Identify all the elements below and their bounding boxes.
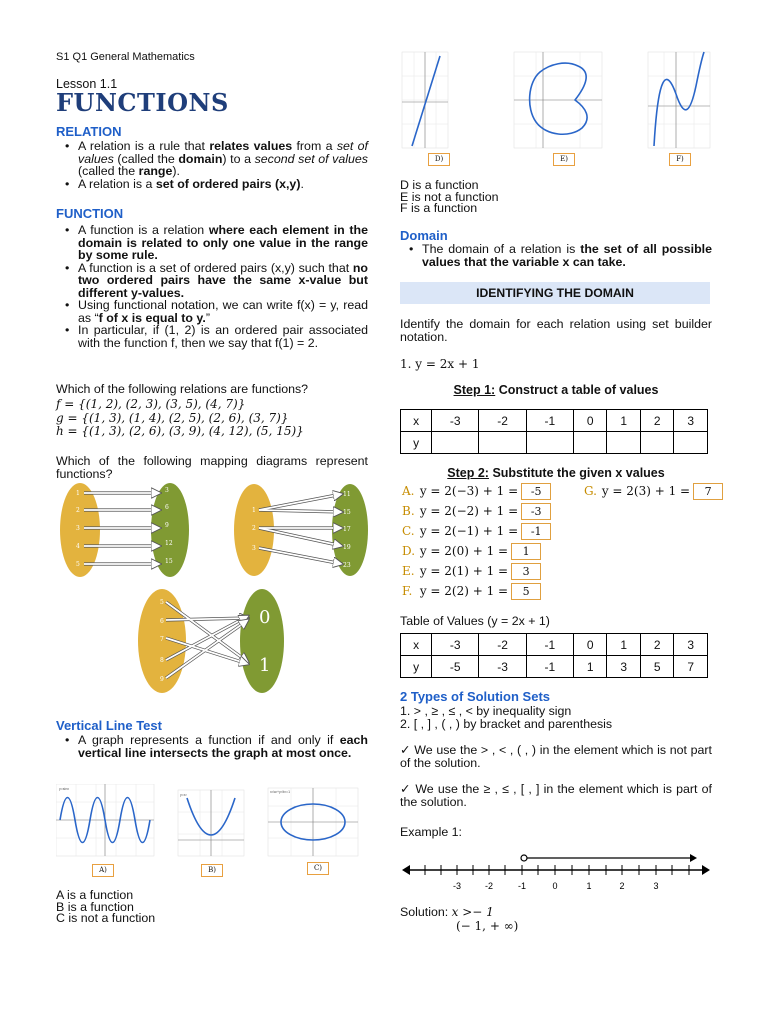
relation-bullet-2: • A relation is a set of ordered pairs (x,y). (78, 178, 368, 191)
example-1-label: Example 1: (400, 825, 462, 839)
table2-cell: 5 (640, 656, 674, 678)
table1-cell[interactable] (526, 432, 573, 454)
set-g: g = {(1, 3), (1, 4), (2, 5), (2, 6), (3, 7)} (56, 410, 289, 425)
domain-bullets (400, 243, 712, 268)
answer-c: C is not a function (56, 911, 156, 925)
table1-cell: -2 (479, 410, 526, 432)
map2-left-2: 3 (252, 545, 256, 552)
table-of-values-empty (400, 409, 708, 454)
step-2: Step 2: Substitute the given x values (447, 466, 665, 480)
relation-bullet-1: • A relation is a rule that relates values from a set of values (called the domain) to a second set of values (called the range). (78, 140, 368, 178)
relation-heading: RELATION (56, 124, 122, 139)
map2-right-3: 19 (343, 544, 351, 551)
map1-right-4: 15 (165, 558, 173, 565)
table2-cell: x (401, 634, 432, 656)
graph-label-c: C) (307, 862, 329, 875)
graph-c-caption: x²/a²+y²/b²=1 (270, 790, 291, 794)
vlt-bullet-1: • A graph represents a function if and only if each vertical line intersects the graph at most once. (78, 734, 368, 759)
table1-cell: 3 (674, 410, 708, 432)
lesson-number: Lesson 1.1 (56, 77, 118, 91)
solution-interval: (− 1, + ∞) (456, 919, 519, 933)
function-bullet-1: • A function is a relation where each element in the domain is related to only one value in the range by some rule. (78, 224, 368, 262)
map1-right-3: 12 (165, 540, 173, 547)
answer-f: F is a function (400, 201, 478, 215)
map1-right-1: 6 (165, 504, 169, 511)
answer-b: B is a function (56, 899, 134, 914)
map1-left-0: 1 (76, 490, 80, 497)
table1-cell[interactable] (674, 432, 708, 454)
doc-header: S1 Q1 General Mathematics (56, 51, 195, 63)
solution-sets-heading: 2 Types of Solution Sets (400, 689, 551, 704)
tick-label: 3 (653, 881, 659, 891)
table1-cell[interactable] (479, 432, 526, 454)
function-bullets (56, 224, 368, 349)
set-f: f = {(1, 2), (2, 3), (3, 5), (4, 7)} (56, 397, 246, 411)
tick-label: 0 (552, 881, 558, 891)
table1-x-row (401, 410, 708, 432)
graph-b-parabola (178, 790, 244, 856)
sub-d: D. y = 2(0) + 1 = 1 (402, 541, 551, 561)
table1-cell: x (401, 410, 432, 432)
map1-left-4: 5 (76, 561, 80, 568)
sub-f: F. y = 2(2) + 1 = 5 (402, 581, 551, 601)
map3-right-0: 0 (259, 607, 271, 628)
table2-cell: 7 (674, 656, 708, 678)
answers-def (400, 180, 499, 215)
domain-heading: Domain (400, 228, 448, 243)
map2-right-2: 17 (343, 526, 351, 533)
answer-d: D is a function (400, 178, 479, 192)
relation-sets (56, 398, 304, 439)
tick-label: -3 (452, 881, 462, 891)
answer-a: A is a function (56, 888, 134, 902)
number-line (400, 850, 712, 896)
sub-a: A. y = 2(−3) + 1 = -5 (402, 481, 551, 501)
table2-cell: -1 (526, 634, 573, 656)
table1-cell: -3 (432, 410, 479, 432)
map3-left-0: 5 (160, 599, 164, 606)
solution-note-2: ✓ We use the ≥ , ≤ , [ , ] in the element which is part of the solution. (400, 782, 712, 809)
solution-inequality: x >− 1 (451, 905, 494, 919)
function-bullet-3: • Using functional notation, we can write f(x) = y, read as “f of x is equal to y.” (78, 299, 368, 324)
table2-cell: 3 (674, 634, 708, 656)
table1-cell[interactable] (432, 432, 479, 454)
sub-b: B. y = 2(−2) + 1 = -3 (402, 501, 551, 521)
map3-left-3: 8 (160, 657, 164, 664)
solution-note-1: ✓ We use the > , < , ( , ) in the element which is not part of the solution. (400, 743, 712, 770)
table2-cell: 3 (607, 656, 641, 678)
step-1: Step 1: Construct a table of values (453, 383, 659, 397)
answer-box[interactable]: 7 (693, 483, 723, 500)
table2-cell: -5 (432, 656, 479, 678)
solution-label: Solution: (400, 905, 452, 919)
table2-cell: -3 (432, 634, 479, 656)
table2-x-row (401, 634, 708, 656)
table1-cell: 1 (607, 410, 641, 432)
mapping-diagrams (56, 478, 368, 703)
identify-instruction: Identify the domain for each relation using set builder notation. (400, 317, 712, 344)
mapping-diagram-2 (234, 484, 368, 576)
map2-right-4: 23 (343, 562, 351, 569)
vertical-line-test-heading: Vertical Line Test (56, 718, 162, 733)
graph-label-f: F) (669, 153, 691, 166)
answer-box[interactable]: 3 (511, 563, 541, 580)
sub-c: C. y = 2(−1) + 1 = -1 (402, 521, 551, 541)
table1-cell: 2 (640, 410, 674, 432)
map3-left-1: 6 (160, 618, 164, 625)
table2-cell: 2 (640, 634, 674, 656)
table2-cell: -3 (479, 656, 526, 678)
graph-f-cubic (648, 52, 710, 148)
map2-right-1: 15 (343, 509, 351, 516)
table1-cell[interactable] (640, 432, 674, 454)
answer-box[interactable]: -3 (521, 503, 551, 520)
table1-cell: y (401, 432, 432, 454)
table-of-values-label: Table of Values (y = 2x + 1) (400, 614, 550, 628)
table-of-values-filled (400, 633, 708, 678)
domain-bullet-1: • The domain of a relation is the set of all possible values that the variable x can take. (422, 243, 712, 268)
tick-label: -2 (484, 881, 494, 891)
table1-cell[interactable] (573, 432, 607, 454)
graph-label-b: B) (201, 864, 223, 877)
table1-cell: 0 (573, 410, 607, 432)
map1-left-1: 2 (76, 507, 80, 514)
graph-a-sine (56, 784, 154, 856)
relation-bullets (56, 140, 368, 190)
answer-box[interactable]: 1 (511, 543, 541, 560)
tick-label: -1 (517, 881, 527, 891)
question-mapping: Which of the following mapping diagrams represent functions? (56, 454, 368, 481)
solution (400, 906, 494, 920)
identifying-domain-banner: IDENTIFYING THE DOMAIN (400, 282, 710, 304)
answers-abc (56, 890, 155, 925)
tick-label: 2 (619, 881, 625, 891)
mapping-diagram-3 (138, 589, 284, 693)
vlt-bullets (56, 734, 368, 759)
table2-cell: -2 (479, 634, 526, 656)
solution-sets-list (400, 705, 712, 808)
sub-g: G. y = 2(3) + 1 = 7 (584, 481, 723, 501)
map2-left-0: 1 (252, 507, 256, 514)
graph-label-a: A) (92, 864, 114, 877)
map3-right-1: 1 (259, 655, 271, 676)
mapping-diagram-1 (60, 483, 189, 577)
answer-box[interactable]: -5 (521, 483, 551, 500)
map3-left-2: 7 (160, 636, 164, 643)
map1-right-0: 3 (165, 487, 169, 494)
function-heading: FUNCTION (56, 206, 124, 221)
map1-left-3: 4 (76, 543, 80, 550)
substitution-list (402, 481, 551, 601)
page-title: FUNCTIONS (56, 88, 229, 117)
table2-cell: 1 (607, 634, 641, 656)
set-h: h = {(1, 3), (2, 6), (3, 9), (4, 12), (5, 15)} (56, 424, 304, 438)
table2-cell: 1 (573, 656, 607, 678)
graphs-def (400, 46, 712, 152)
table2-cell: -1 (526, 656, 573, 678)
graph-e-cardioid (514, 52, 602, 148)
table2-cell: 0 (573, 634, 607, 656)
map2-left-1: 2 (252, 525, 256, 532)
graph-b-caption: y=x² (180, 793, 187, 797)
table2-y-row (401, 656, 708, 678)
map2-right-0: 11 (343, 491, 351, 498)
example-equation: 1. y = 2x + 1 (400, 357, 480, 371)
graph-label-d: D) (428, 153, 450, 166)
table1-cell[interactable] (607, 432, 641, 454)
answer-e: E is not a function (400, 189, 499, 204)
table1-cell: -1 (526, 410, 573, 432)
sub-e: E. y = 2(1) + 1 = 3 (402, 561, 551, 581)
tick-label: 1 (586, 881, 592, 891)
function-bullet-2: • A function is a set of ordered pairs (x,y) such that no two ordered pairs have the same x-value but different y-values. (78, 262, 368, 300)
function-bullet-4: • In particular, if (1, 2) is an ordered pair associated with the function f, then we say that f(1) = 2. (78, 324, 368, 349)
solution-type-2: 2. [ , ] , ( , ) by bracket and parenthesis (400, 716, 613, 731)
graph-c-ellipse (268, 788, 358, 856)
map1-right-2: 9 (165, 522, 169, 529)
graph-d-line (402, 52, 448, 148)
map3-left-4: 9 (160, 676, 164, 683)
answer-box[interactable]: 5 (511, 583, 541, 600)
solution-type-1: 1. > , ≥ , ≤ , < by inequality sign (400, 704, 572, 718)
question-relations: Which of the following relations are functions? (56, 382, 309, 396)
answer-box[interactable]: -1 (521, 523, 551, 540)
map1-left-2: 3 (76, 525, 80, 532)
graph-label-e: E) (553, 153, 575, 166)
table2-cell: y (401, 656, 432, 678)
table1-y-row (401, 432, 708, 454)
graph-a-caption: y=sinx (59, 787, 70, 791)
